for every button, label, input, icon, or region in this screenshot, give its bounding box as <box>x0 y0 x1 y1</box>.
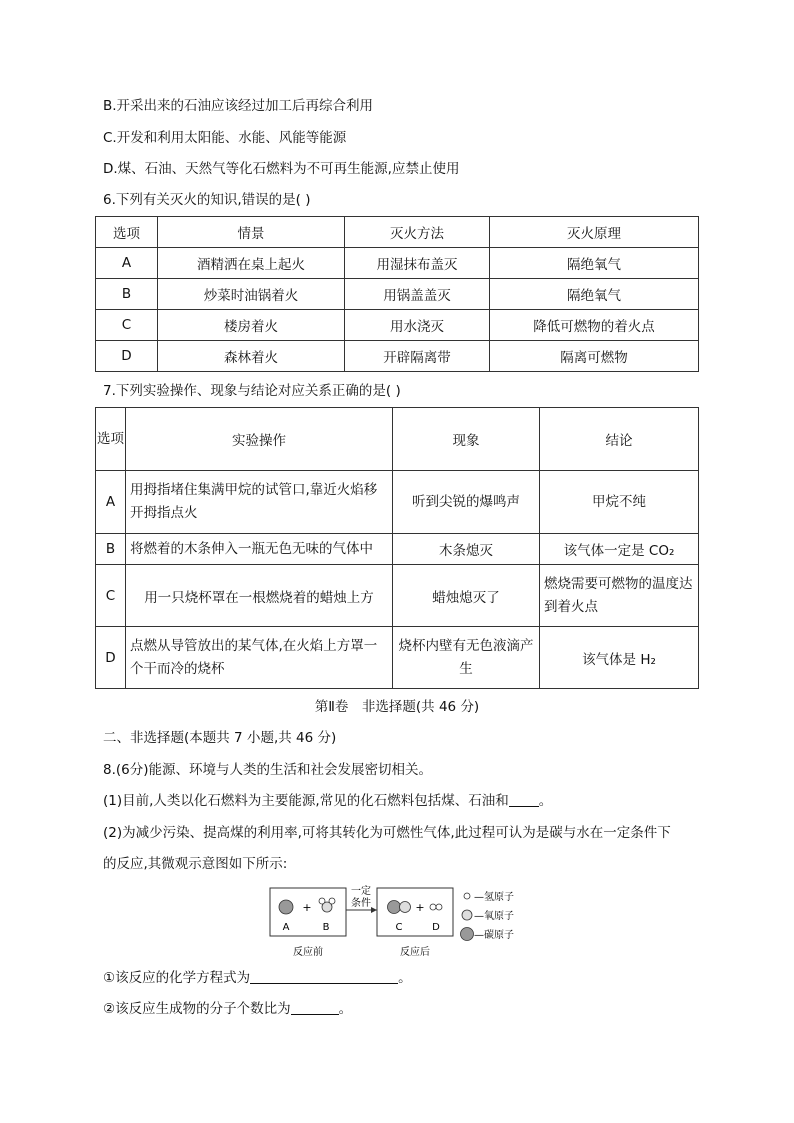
cell: 用一只烧杯罩在一根燃烧着的蜡烛上方 <box>126 565 393 627</box>
legend-hydrogen-icon <box>464 893 470 899</box>
label-a: A <box>282 922 290 933</box>
period: 。 <box>398 970 412 986</box>
condition-top: 一定 <box>351 886 371 897</box>
cell: 用锅盖盖灭 <box>345 279 490 310</box>
question-8-part-1 <box>103 791 552 811</box>
table-row <box>96 534 699 565</box>
legend-hydrogen: —氢原子 <box>474 892 514 903</box>
plus-sign: + <box>302 901 312 914</box>
cell: 木条熄灭 <box>393 534 540 565</box>
cell: 用湿抹布盖灭 <box>345 248 490 279</box>
section-2-heading: 二、非选择题(本题共 7 小题,共 46 分) <box>103 730 337 746</box>
cell: 楼房着火 <box>158 310 345 341</box>
header-conclusion: 结论 <box>540 408 699 471</box>
cell: 森林着火 <box>158 341 345 372</box>
cell: B <box>96 279 158 310</box>
table-row <box>96 341 699 372</box>
table-row <box>96 627 699 689</box>
period: 。 <box>338 1001 353 1017</box>
cell: 隔离可燃物 <box>490 341 699 372</box>
label-d: D <box>432 922 440 933</box>
header-option: 选项 <box>96 217 158 248</box>
header-scene: 情景 <box>158 217 345 248</box>
legend-carbon: —碳原子 <box>474 930 514 941</box>
part-2-title: 第Ⅱ卷 非选择题(共 46 分) <box>314 699 480 715</box>
header-principle: 灭火原理 <box>490 217 699 248</box>
condition-bottom: 条件 <box>351 898 371 909</box>
reaction-micro-diagram <box>260 880 540 962</box>
question-8-part-1-text: (1)目前,人类以化石燃料为主要能源,常见的化石燃料包括煤、石油和 <box>103 793 509 809</box>
table-row <box>96 471 699 534</box>
table-row <box>96 565 699 627</box>
legend-oxygen-icon <box>462 910 472 920</box>
hydrogen-atom <box>319 898 325 904</box>
cell: 隔绝氧气 <box>490 248 699 279</box>
option-c: C.开发和利用太阳能、水能、风能等能源 <box>103 130 347 146</box>
answer-blank-1[interactable] <box>509 792 539 807</box>
question-6-stem: 6.下列有关灭火的知识,错误的是( ) <box>103 192 311 208</box>
answer-blank-2[interactable] <box>250 969 398 984</box>
cell: 用水浇灭 <box>345 310 490 341</box>
table-row <box>96 279 699 310</box>
header-option: 选项 <box>96 408 126 471</box>
option-d: D.煤、石油、天然气等化石燃料为不可再生能源,应禁止使用 <box>103 161 460 177</box>
cell: 蜡烛熄灭了 <box>393 565 540 627</box>
header-method: 灭火方法 <box>345 217 490 248</box>
cell: B <box>96 534 126 565</box>
label-before: 反应前 <box>293 947 323 958</box>
cell: 燃烧需要可燃物的温度达到着火点 <box>540 565 699 627</box>
cell: 用拇指堵住集满甲烷的试管口,靠近火焰移开拇指点火 <box>126 471 393 534</box>
hydrogen-atom <box>430 904 436 910</box>
question-7-table <box>95 407 699 689</box>
cell: 该气体一定是 CO₂ <box>540 534 699 565</box>
question-6-table <box>95 216 699 372</box>
label-c: C <box>395 922 403 933</box>
cell: 隔绝氧气 <box>490 279 699 310</box>
cell: 将燃着的木条伸入一瓶无色无味的气体中 <box>126 534 393 565</box>
plus-sign: + <box>415 901 425 914</box>
cell: D <box>96 627 126 689</box>
header-operation: 实验操作 <box>126 408 393 471</box>
cell: A <box>96 471 126 534</box>
question-8-stem: 8.(6分)能源、环境与人类的生活和社会发展密切相关。 <box>103 762 433 778</box>
cell: 降低可燃物的着火点 <box>490 310 699 341</box>
header-phenomenon: 现象 <box>393 408 540 471</box>
cell: 开辟隔离带 <box>345 341 490 372</box>
cell: 甲烷不纯 <box>540 471 699 534</box>
cell: A <box>96 248 158 279</box>
question-8-part-2-line-1: (2)为减少污染、提高煤的利用率,可将其转化为可燃性气体,此过程可认为是碳与水在一定条件下 <box>103 825 671 841</box>
option-b: B.开采出来的石油应该经过加工后再综合利用 <box>103 98 374 114</box>
question-7-stem: 7.下列实验操作、现象与结论对应关系正确的是( ) <box>103 383 401 399</box>
hydrogen-atom <box>329 898 335 904</box>
cell: D <box>96 341 158 372</box>
question-8-part-2-1 <box>103 968 412 988</box>
cell: 酒精洒在桌上起火 <box>158 248 345 279</box>
hydrogen-atom <box>436 904 442 910</box>
carbon-atom <box>279 900 293 914</box>
carbon-atom <box>388 901 401 914</box>
table-row <box>96 310 699 341</box>
period: 。 <box>538 793 553 809</box>
oxygen-atom <box>400 902 411 913</box>
cell: C <box>96 310 158 341</box>
question-8-part-2-2 <box>103 999 352 1019</box>
table-header-row <box>96 217 699 248</box>
cell: C <box>96 565 126 627</box>
label-b: B <box>322 922 330 933</box>
cell: 点燃从导管放出的某气体,在火焰上方罩一个干而冷的烧杯 <box>126 627 393 689</box>
table-header-row <box>96 408 699 471</box>
answer-blank-3[interactable] <box>291 1000 339 1015</box>
cell: 该气体是 H₂ <box>540 627 699 689</box>
cell: 烧杯内壁有无色液滴产生 <box>393 627 540 689</box>
legend-oxygen: —氧原子 <box>474 911 514 922</box>
table-row <box>96 248 699 279</box>
question-8-part-2-line-2: 的反应,其微观示意图如下所示: <box>103 856 288 872</box>
legend-carbon-icon <box>461 928 474 941</box>
cell: 听到尖锐的爆鸣声 <box>393 471 540 534</box>
question-8-part-2-1-text: ①该反应的化学方程式为 <box>103 970 251 986</box>
cell: 炒菜时油锅着火 <box>158 279 345 310</box>
label-after: 反应后 <box>400 947 430 958</box>
question-8-part-2-2-text: ②该反应生成物的分子个数比为 <box>103 1001 291 1017</box>
